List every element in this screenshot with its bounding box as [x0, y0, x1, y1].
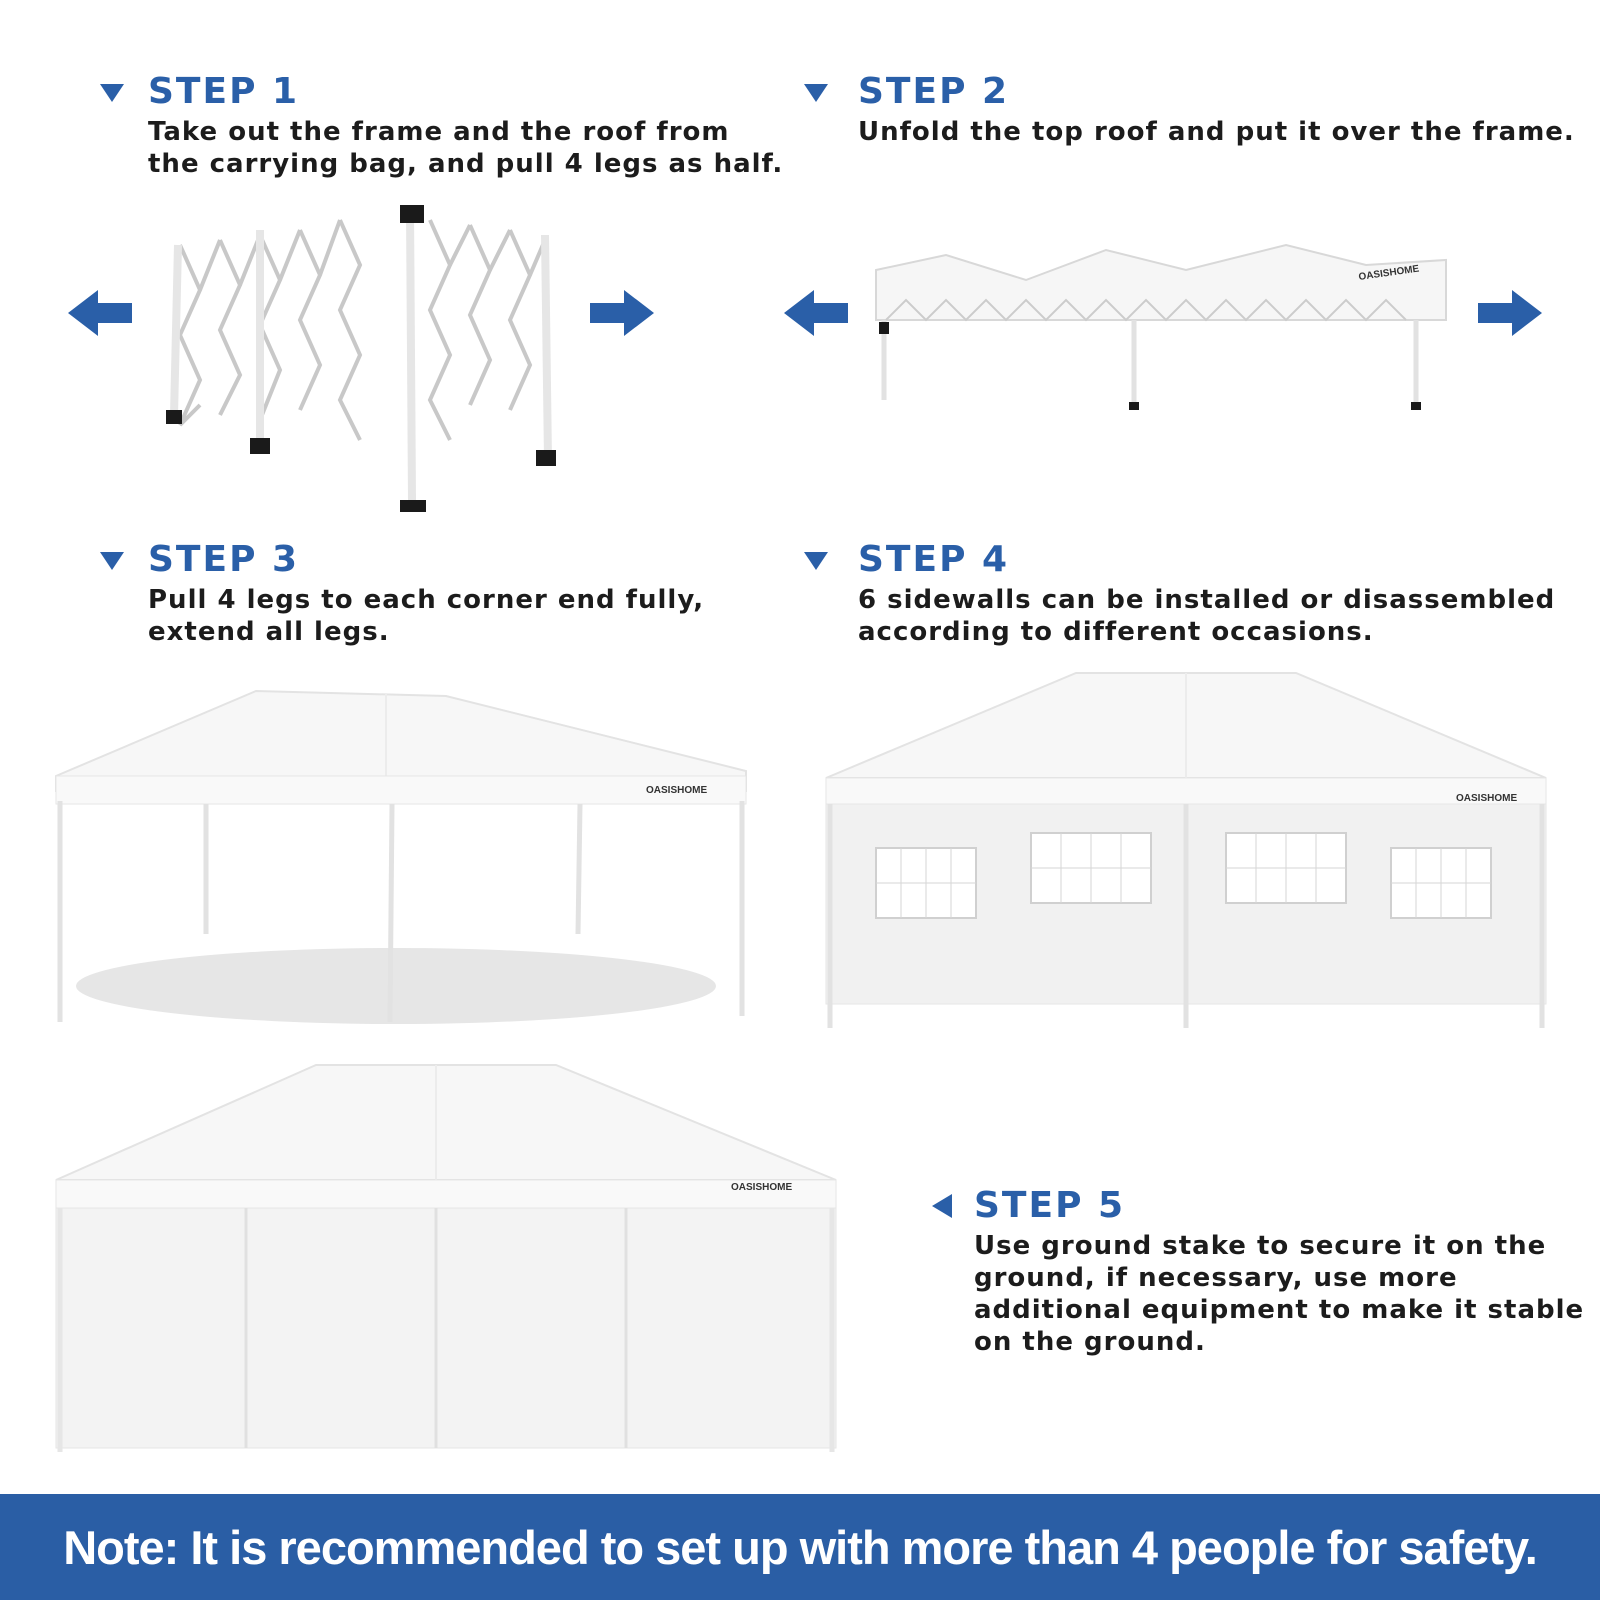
step-1-line-2: the carrying bag, and pull 4 legs as half.	[148, 149, 784, 179]
tent-no-walls-image	[46, 686, 762, 1026]
brand-label: OASISHOME	[1357, 263, 1420, 283]
step-3-title: STEP 3	[148, 539, 300, 580]
step-4-title: STEP 4	[858, 539, 1010, 580]
step-5-line-1: Use ground stake to secure it on the	[974, 1231, 1547, 1261]
brand-label: OASISHOME	[646, 785, 708, 796]
step-3-line-1: Pull 4 legs to each corner end fully,	[148, 585, 705, 615]
arrow-right-icon	[590, 290, 654, 336]
safety-note-text: Note: It is recommended to set up with more than 4 people for safety.	[63, 1520, 1537, 1574]
triangle-down-icon	[100, 84, 124, 102]
step-4-line-2: according to different occasions.	[858, 617, 1374, 647]
step-2-line-1: Unfold the top roof and put it over the frame.	[858, 117, 1575, 147]
arrow-left-icon	[68, 290, 132, 336]
brand-label: OASISHOME	[731, 1182, 793, 1193]
step-5-line-3: additional equipment to make it stable	[974, 1295, 1585, 1325]
step-4-line-1: 6 sidewalls can be installed or disassembled	[858, 585, 1556, 615]
folded-frame-image	[160, 200, 580, 530]
step-2-title: STEP 2	[858, 71, 1010, 112]
tent-window-walls-image	[816, 668, 1556, 1038]
triangle-down-icon	[804, 552, 828, 570]
step-5-title: STEP 5	[974, 1185, 1126, 1226]
step-5-line-4: on the ground.	[974, 1327, 1206, 1357]
triangle-left-icon	[932, 1194, 952, 1218]
triangle-down-icon	[804, 84, 828, 102]
arrow-right-icon	[1478, 290, 1542, 336]
step-1-line-1: Take out the frame and the roof from	[148, 117, 730, 147]
tent-solid-walls-image	[46, 1060, 846, 1460]
step-5-line-2: ground, if necessary, use more	[974, 1263, 1458, 1293]
step-1-title: STEP 1	[148, 71, 300, 112]
step-3-line-2: extend all legs.	[148, 617, 390, 647]
roof-over-frame-image	[866, 240, 1456, 440]
triangle-down-icon	[100, 552, 124, 570]
arrow-left-icon	[784, 290, 848, 336]
brand-label: OASISHOME	[1456, 793, 1518, 804]
safety-note-banner	[0, 1494, 1600, 1600]
